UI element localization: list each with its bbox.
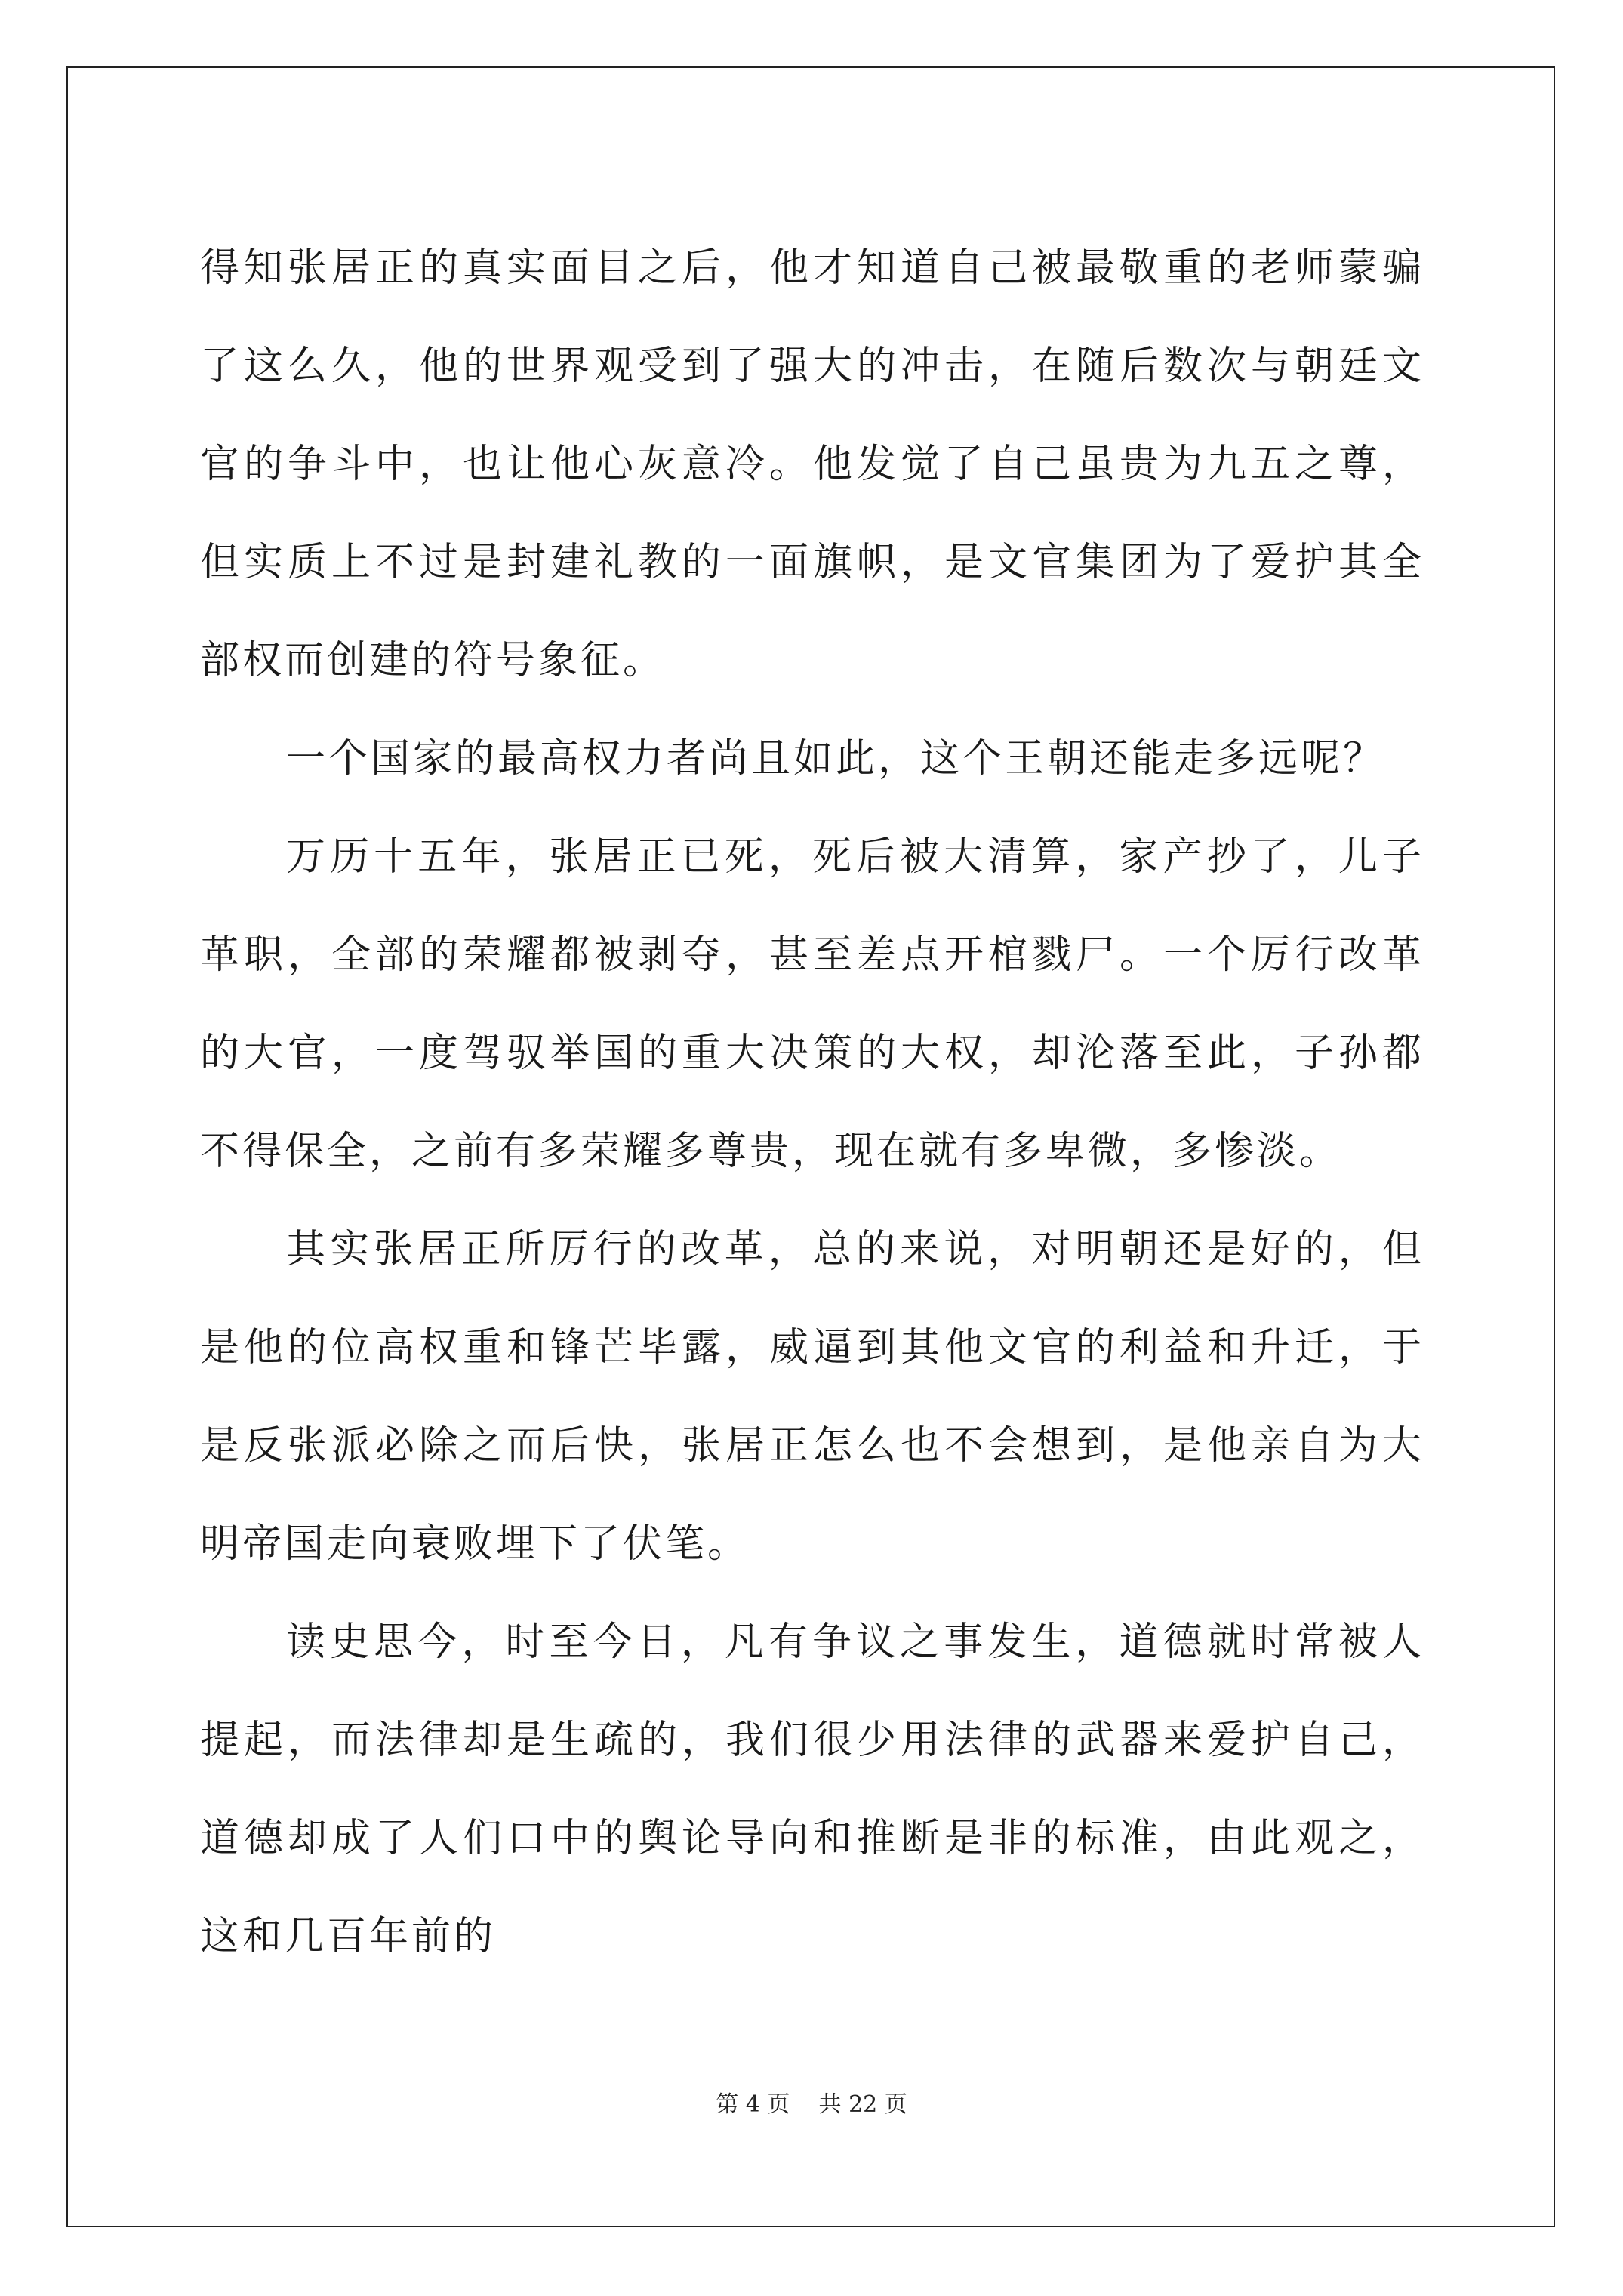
- paragraph-2: 一个国家的最高权力者尚且如此，这个王朝还能走多远呢？: [286, 736, 1386, 781]
- page-footer: [0, 2085, 1623, 2119]
- page-number: 第 4 页: [716, 2091, 790, 2118]
- paragraph-3: 万历十五年，张居正已死，死后被大清算，家产抄了，儿子革职，全部的荣耀都被剥夺，甚至差点开棺戮尸。一个厉行改革的大官，一度驾驭举国的重大决策的大权，却沦落至此，子孙都不得保全，之前有多荣耀多尊贵，现在就有多卑微，多惨淡。: [200, 834, 1424, 1174]
- paragraph-5: 读史思今，时至今日，凡有争议之事发生，道德就时常被人提起，而法律却是生疏的，我们很少用法律的武器来爱护自己，道德却成了人们口中的舆论导向和推断是非的标准，由此观之，这和几百年前的: [200, 1620, 1424, 1959]
- paragraph-4: 其实张居正所厉行的改革，总的来说，对明朝还是好的，但是他的位高权重和锋芒毕露，威逼到其他文官的利益和升迁，于是反张派必除之而后快，张居正怎么也不会想到，是他亲自为大明帝国走向衰败埋下了伏笔。: [200, 1227, 1424, 1567]
- page-total: 共 22 页: [818, 2091, 907, 2118]
- paragraph-1: 得知张居正的真实面目之后，他才知道自己被最敬重的老师蒙骗了这么久，他的世界观受到了强大的冲击，在随后数次与朝廷文官的争斗中，也让他心灰意冷。他发觉了自己虽贵为九五之尊，但实质上不过是封建礼教的一面旗帜，是文官集团为了爱护其全部权而创建的符号象征。: [200, 245, 1424, 683]
- document-body: [200, 219, 1424, 1986]
